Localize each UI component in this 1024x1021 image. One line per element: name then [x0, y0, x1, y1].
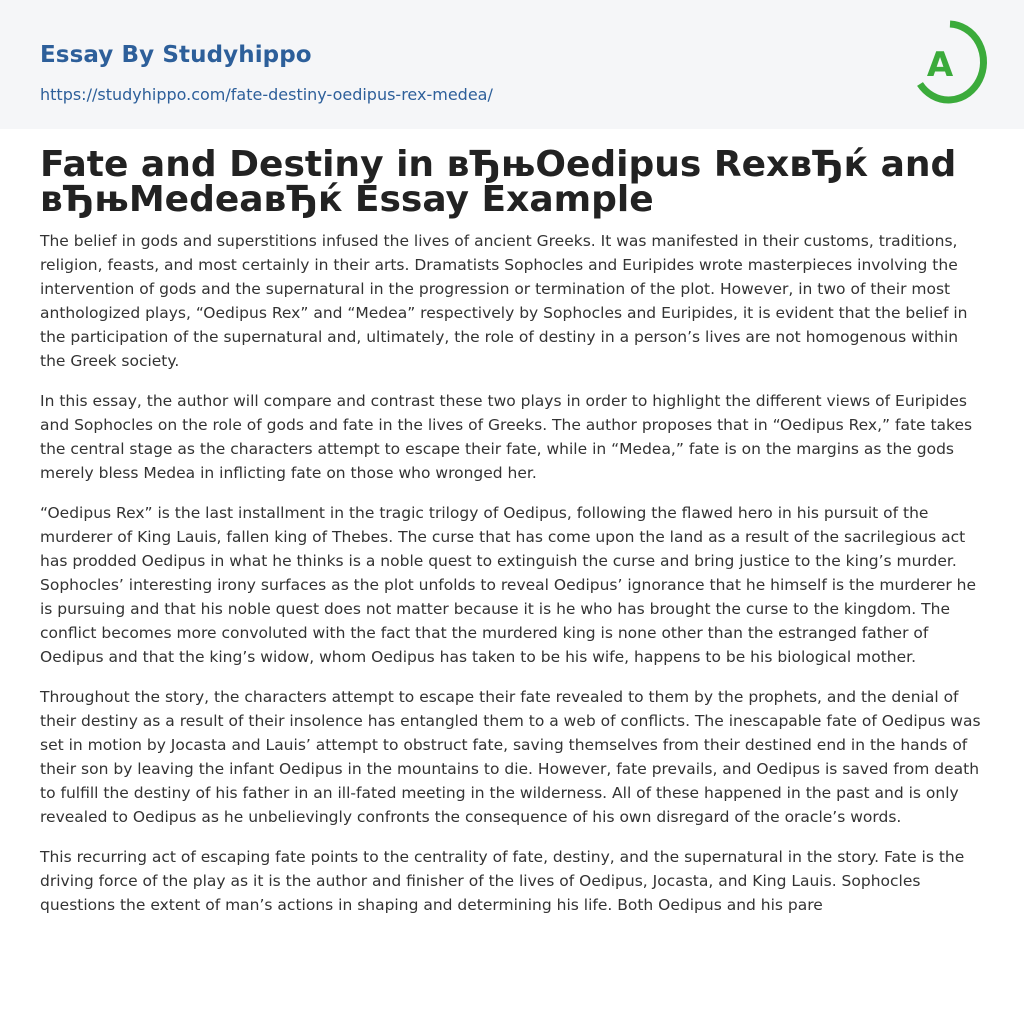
essay-title: Fate and Destiny in вЂњOedipus RexвЂќ and вЂњMedeaвЂќ Essay Example — [40, 144, 957, 220]
site-brand[interactable]: Essay By Studyhippo — [40, 42, 312, 68]
essay-paragraph: In this essay, the author will compare and contrast these two plays in order to highlight the different views of Euripides and Sophocles on the role of gods and fate in the lives of Greeks. The author proposes that in “Oedipus Rex,” fate takes the central stage as the characters attempt to escape their fate, while in “Medea,” fate is on the margins as the gods merely bless Medea in inflicting fate on those who wronged her. — [40, 392, 973, 482]
studyhippo-logo-icon[interactable] — [912, 19, 988, 105]
source-url-link[interactable]: https://studyhippo.com/fate-destiny-oedipus-rex-medea/ — [40, 85, 493, 104]
site-header — [0, 0, 1024, 129]
essay-paragraph: This recurring act of escaping fate points to the centrality of fate, destiny, and the supernatural in the story. Fate is the driving force of the play as it is the author and finisher of the lives of Oedipus, Jocasta, and King Lauis. Sophocles questions the extent of man’s actions in shaping and determining his life. Both Oedipus and his pare — [40, 848, 965, 914]
essay-paragraph: “Oedipus Rex” is the last installment in the tragic trilogy of Oedipus, following the flawed hero in his pursuit of the murderer of King Lauis, fallen king of Thebes. The curse that has come upon the land as a result of the sacrilegious act has prodded Oedipus in what he thinks is a noble quest to extinguish the curse and bring justice to the king’s murder. Sophocles’ interesting irony surfaces as the plot unfolds to reveal Oedipus’ ignorance that he himself is the murderer he is pursuing and that his noble quest does not matter because it is he who has brought the curse to the kingdom. The conflict becomes more convoluted with the fact that the murdered king is none other than the estranged father of Oedipus and that the king’s widow, whom Oedipus has taken to be his wife, happens to be his biological mother. — [40, 504, 977, 666]
essay-paragraph: Throughout the story, the characters attempt to escape their fate revealed to them by the prophets, and the denial of their destiny as a result of their insolence has entangled them to a web of conflicts. The inescapable fate of Oedipus was set in motion by Jocasta and Lauis’ attempt to obstruct fate, saving themselves from their destined end in the hands of their son by leaving the infant Oedipus in the mountains to die. However, fate prevails, and Oedipus is saved from death to fulfill the destiny of his father in an ill-fated meeting in the wilderness. All of these happened in the past and is only revealed to Oedipus as he unbelievingly confronts the consequence of his own disregard of the oracle’s words. — [40, 688, 981, 826]
essay-paragraph: The belief in gods and superstitions infused the lives of ancient Greeks. It was manifested in their customs, traditions, religion, feasts, and most certainly in their arts. Dramatists Sophocles and Euripides wrote masterpieces involving the intervention of gods and the supernatural in the progression or termination of the plot. However, in two of their most anthologized plays, “Oedipus Rex” and “Medea” respectively by Sophocles and Euripides, it is evident that the belief in the participation of the supernatural and, ultimately, the role of destiny in a person’s lives are not homogenous within the Greek society. — [40, 232, 968, 370]
logo-letter: A — [926, 45, 954, 85]
essay-body — [40, 229, 988, 933]
